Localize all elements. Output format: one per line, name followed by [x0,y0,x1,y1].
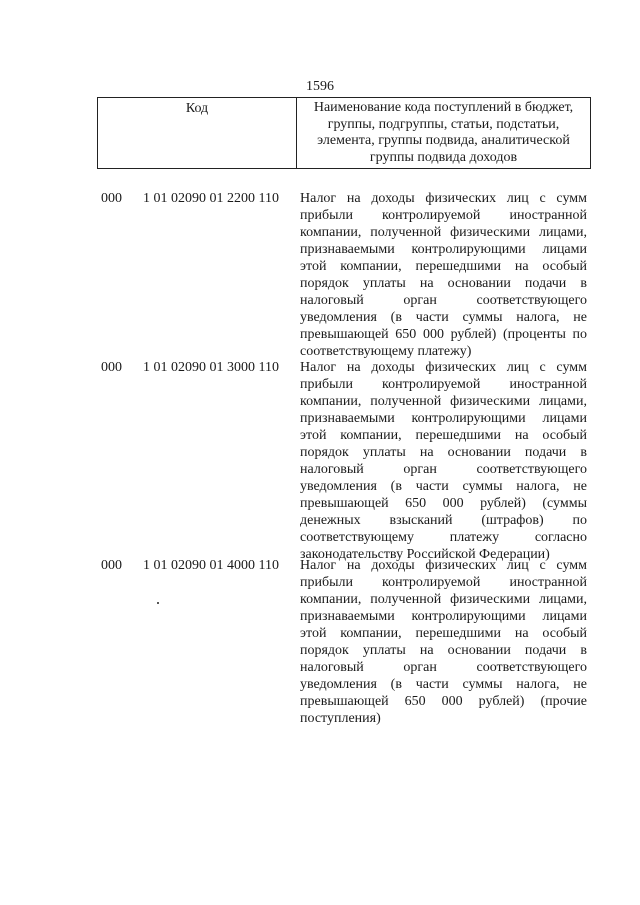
revenue-description: Налог на доходы физических лиц с сумм прибыли контролируемой иностранной компании, полученной физическими лицами, признаваемыми контролирующими лицами этой компании, перешедшими на особый порядок уплаты на основании подачи в налоговый орган соответствующего уведомления (в части суммы налога, не превышающей 650 000 рублей) (прочие поступления) [300,558,587,726]
revenue-code: 1 01 02090 01 3000 110 [143,360,279,375]
revenue-code: 1 01 02090 01 4000 110 [143,558,279,573]
admin-code: 000 [101,191,122,206]
header-code-column: Код [98,98,297,168]
table-header [97,97,591,169]
stray-dot-mark [157,602,159,604]
admin-code: 000 [101,558,122,573]
page-number: 1596 [306,79,334,94]
header-name-column: Наименование кода поступлений в бюджет, группы, подгруппы, статьи, подстатьи, элемента, группы подвида, аналитической группы подвида доходов [313,100,574,165]
admin-code: 000 [101,360,122,375]
revenue-description: Налог на доходы физических лиц с сумм прибыли контролируемой иностранной компании, полученной физическими лицами, признаваемыми контролирующими лицами этой компании, перешедшими на особый порядок уплаты на основании подачи в налоговый орган соответствующего уведомления (в части суммы налога, не превышающей 650 000 рублей) (проценты по соответствующему платежу) [300,191,587,359]
revenue-description: Налог на доходы физических лиц с сумм прибыли контролируемой иностранной компании, полученной физическими лицами, признаваемыми контролирующими лицами этой компании, перешедшими на особый порядок уплаты на основании подачи в налоговый орган соответствующего уведомления (в части суммы налога, не превышающей 650 000 рублей) (суммы денежных взысканий (штрафов) по соответствующему платежу согласно законодательству Российской Федерации) [300,360,587,562]
revenue-code: 1 01 02090 01 2200 110 [143,191,279,206]
